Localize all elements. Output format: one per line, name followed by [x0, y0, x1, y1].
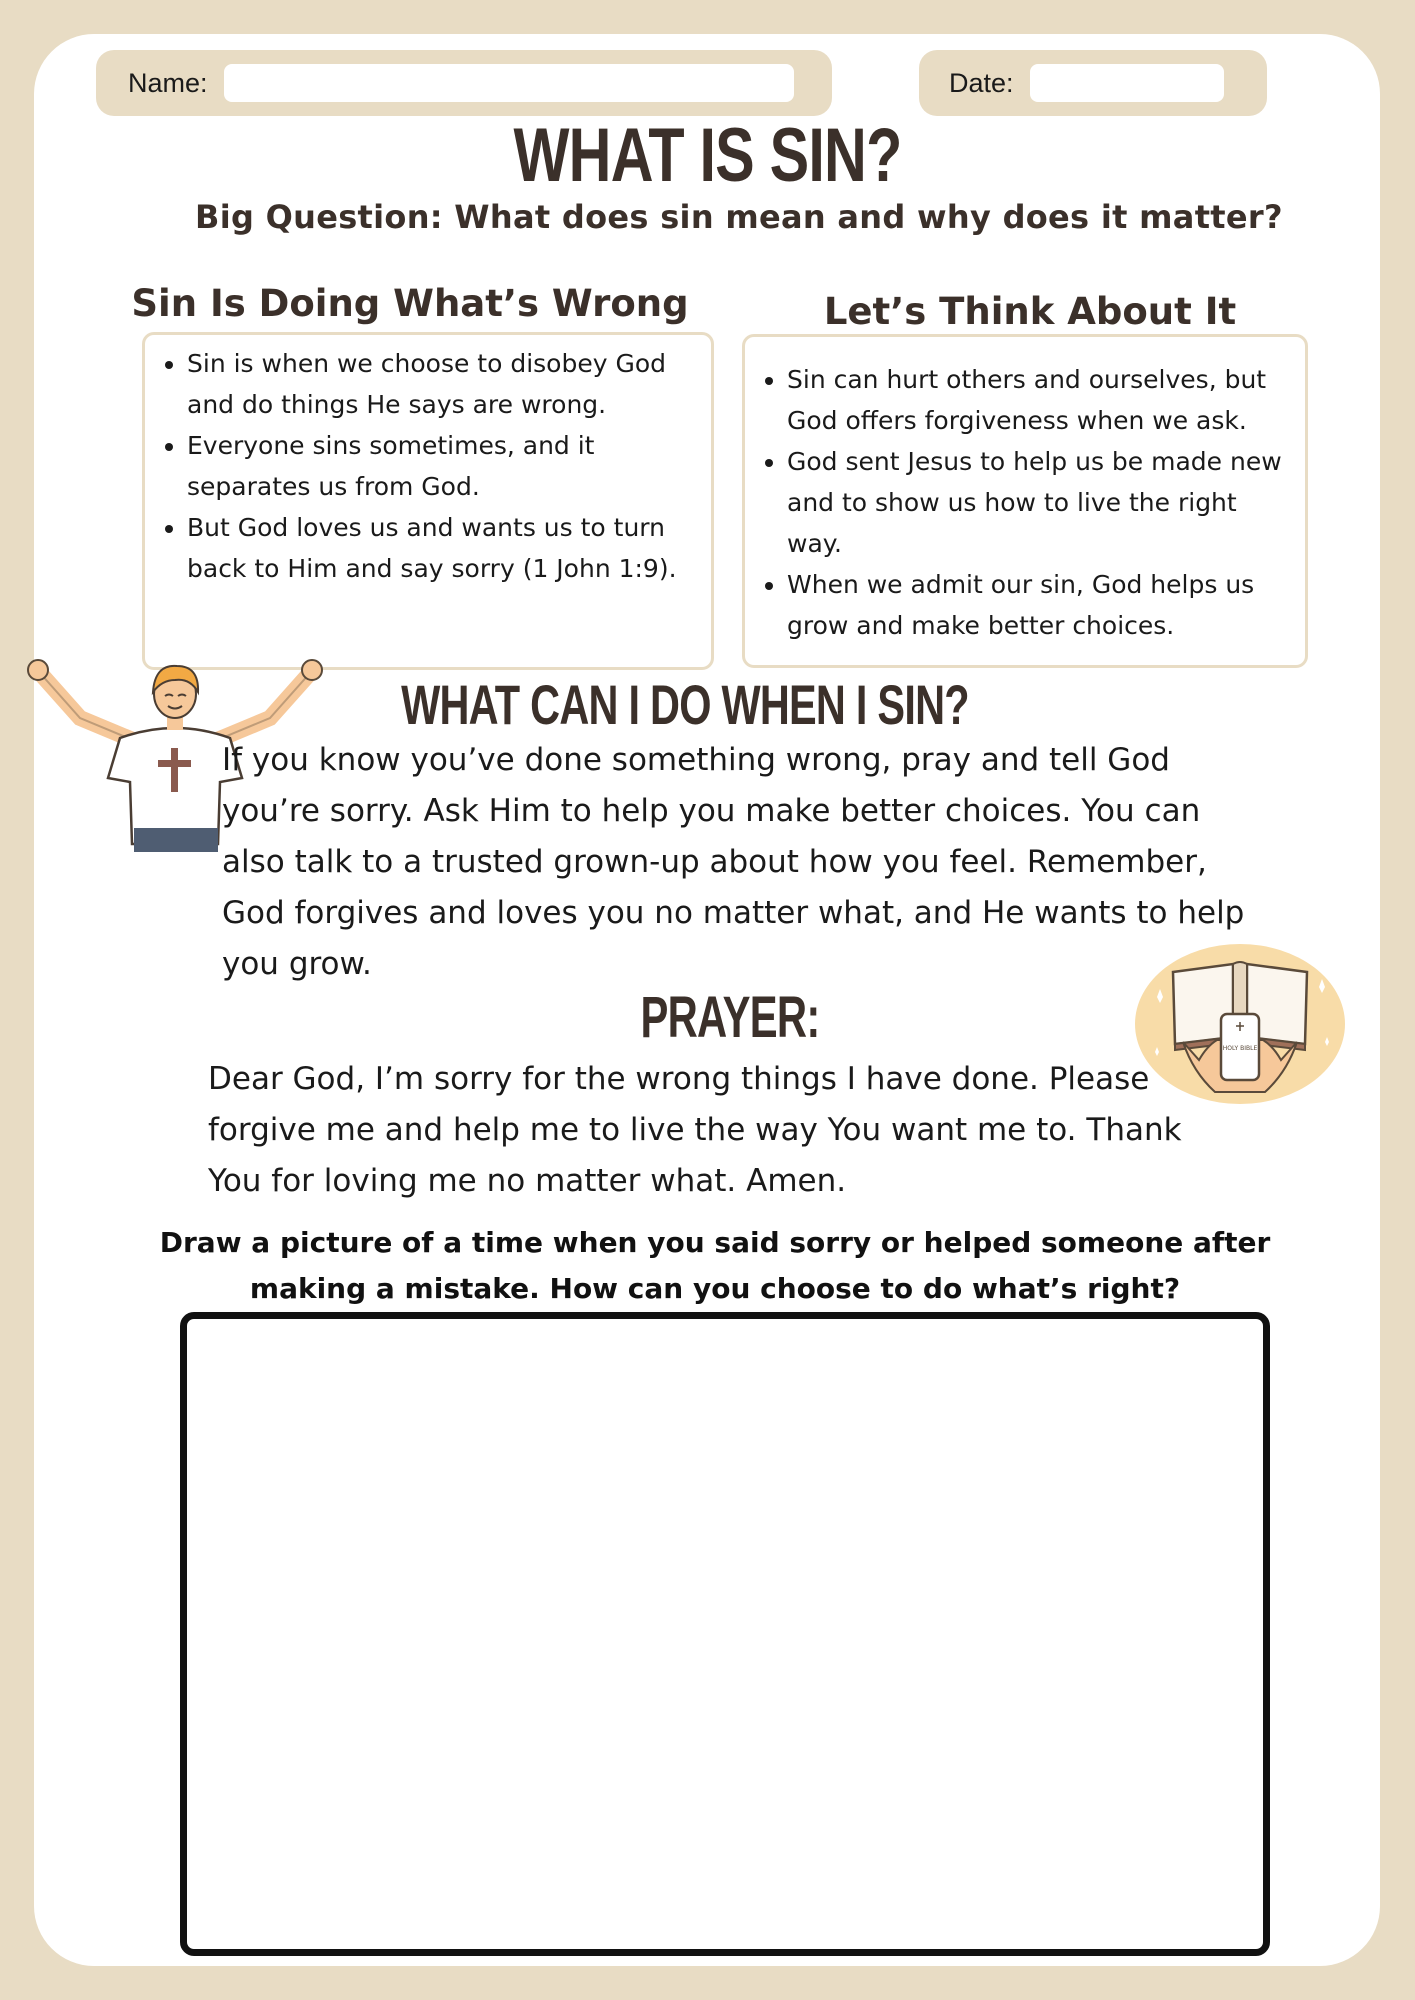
- date-input[interactable]: [1030, 64, 1224, 102]
- list-item: • God sent Jesus to help us be made new and to show us how to live the right way.: [787, 441, 1305, 564]
- big-question: Big Question: What does sin mean and why does it matter?: [195, 198, 1283, 236]
- name-input[interactable]: [224, 64, 794, 102]
- name-field-group: [96, 50, 832, 116]
- prayer-heading: PRAYER:: [640, 985, 820, 1050]
- list-item: • But God loves us and wants us to turn back to Him and say sorry (1 John 1:9).: [187, 507, 711, 589]
- drawing-prompt: Draw a picture of a time when you said sorry or helped someone after making a mistake. How can you choose to do what’s right?: [159, 1226, 1271, 1305]
- prayer-text: Dear God, I’m sorry for the wrong things I have done. Please forgive me and help me to live the way You want me to. Thank You for loving me no matter what. Amen.: [208, 1061, 1182, 1199]
- page-title: WHAT IS SIN?: [513, 113, 902, 198]
- bible-cover-text: HOLY BIBLE: [1222, 1045, 1258, 1052]
- list-item: • Sin can hurt others and ourselves, but God offers forgiveness when we ask.: [787, 359, 1305, 441]
- right-section-heading: Let’s Think About It: [823, 290, 1237, 333]
- what-can-i-do-heading: WHAT CAN I DO WHEN I SIN?: [401, 673, 969, 736]
- list-item: • Sin is when we choose to disobey God and do things He says are wrong.: [187, 343, 711, 425]
- list-item: • When we admit our sin, God helps us grow and make better choices.: [787, 564, 1305, 646]
- list-item: • Everyone sins sometimes, and it separates us from God.: [187, 425, 711, 507]
- date-field-group: [919, 50, 1267, 116]
- date-label: Date:: [949, 67, 1014, 98]
- what-can-i-do-text: If you know you’ve done something wrong, pray and tell God you’re sorry. Ask Him to help you make better choices. You can also talk to a trusted grown-up about how you feel. Remember, God forgives and loves you no matter what, and He wants to help you grow.: [222, 742, 1245, 982]
- right-section-card: [742, 334, 1308, 668]
- drawing-area[interactable]: [180, 1312, 1270, 1956]
- left-section-heading: Sin Is Doing What’s Wrong: [131, 282, 689, 325]
- left-section-card: [142, 332, 714, 670]
- name-label: Name:: [128, 67, 208, 98]
